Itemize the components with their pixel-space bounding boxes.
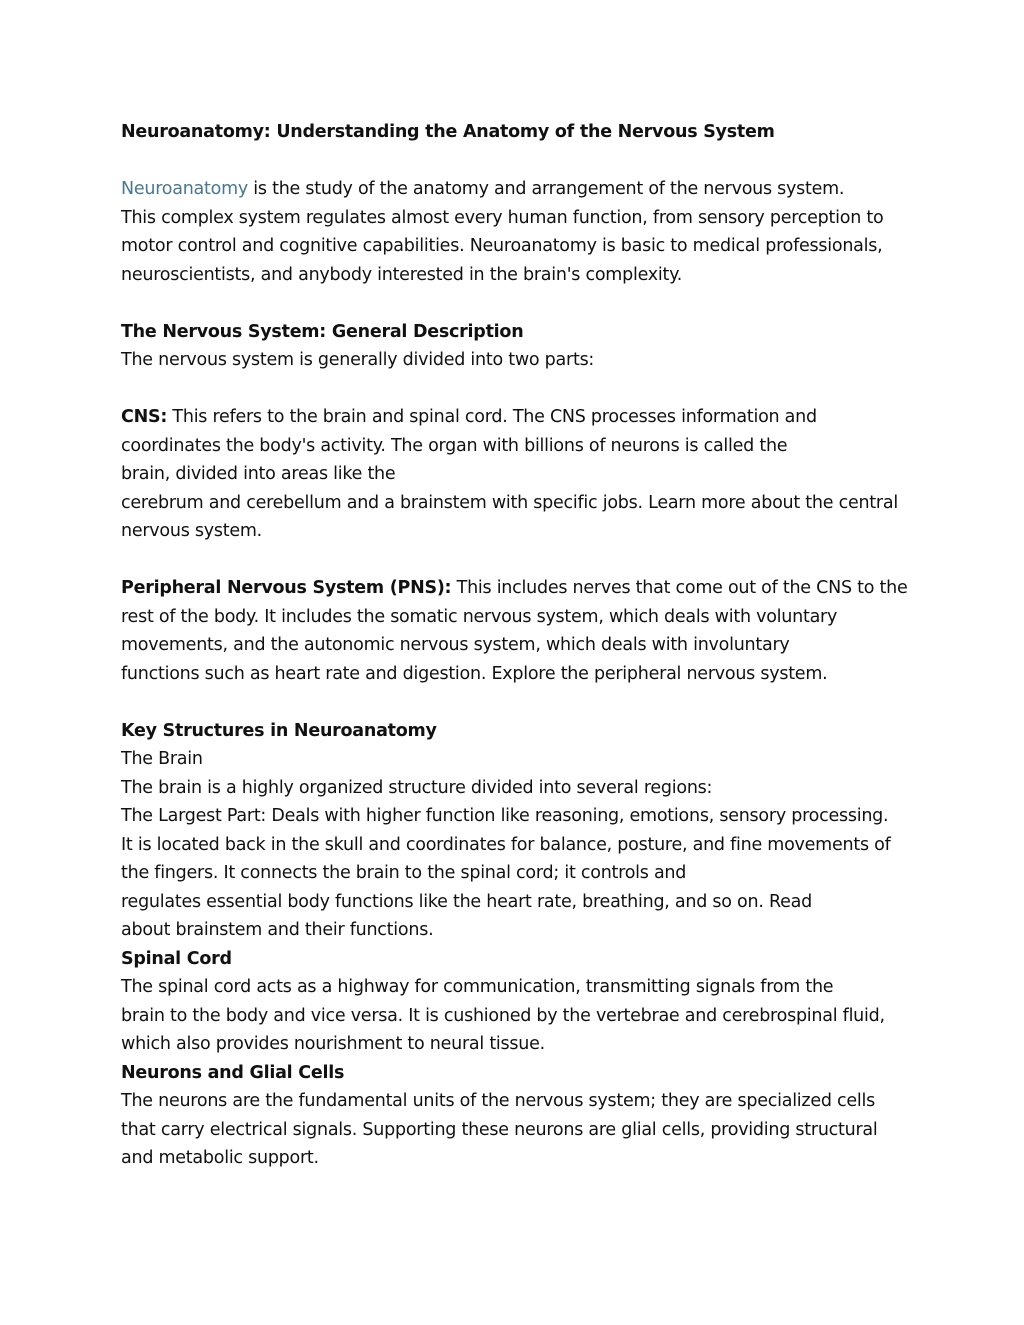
spacer — [121, 546, 921, 575]
pns-label: Peripheral Nervous System (PNS): — [121, 578, 452, 598]
cns-paragraph — [121, 403, 921, 546]
pns-line-3: movements, and the autonomic nervous system, which deals with involuntary — [121, 635, 790, 655]
pns-line-4: functions such as heart rate and digestion. Explore the peripheral nervous system. — [121, 663, 828, 684]
neurons-heading: Neurons and Glial Cells — [121, 1062, 345, 1083]
intro-line-1-text: is the study of the anatomy and arrangement of the nervous system. — [247, 179, 845, 199]
brain-line-5: regulates essential body functions like the heart rate, breathing, and so on. Read — [121, 891, 812, 912]
page-title: Neuroanatomy: Understanding the Anatomy of the Nervous System — [121, 122, 775, 142]
key-structures-heading: Key Structures in Neuroanatomy — [121, 720, 437, 741]
neurons-line-2: that carry electrical signals. Supporting these neurons are glial cells, providing structural — [121, 1119, 878, 1140]
general-section — [121, 318, 921, 375]
brain-label: The Brain — [121, 749, 203, 769]
pns-line-1-text: This includes nerves that come out of the CNS to the — [451, 578, 908, 598]
cns-line-4: cerebrum and cerebellum and a brainstem with specific jobs. Learn more about the central — [121, 492, 898, 513]
intro-line-3: motor control and cognitive capabilities. Neuroanatomy is basic to medical professionals, — [121, 236, 883, 256]
spinal-line-1: The spinal cord acts as a highway for communication, transmitting signals from the — [121, 977, 834, 997]
brain-line-1: The brain is a highly organized structure divided into several regions: — [121, 777, 713, 798]
pns-line-2: rest of the body. It includes the somatic nervous system, which deals with voluntary — [121, 606, 838, 627]
general-line-1: The nervous system is generally divided into two parts: — [121, 350, 595, 370]
spacer — [121, 147, 921, 176]
intro-paragraph — [121, 175, 921, 289]
brain-line-2: The Largest Part: Deals with higher function like reasoning, emotions, sensory processing. — [121, 806, 889, 826]
spinal-line-3: which also provides nourishment to neural tissue. — [121, 1034, 545, 1054]
neuroanatomy-link[interactable]: Neuroanatomy — [121, 179, 248, 199]
spinal-line-2: brain to the body and vice versa. It is cushioned by the vertebrae and cerebrospinal fluid, — [121, 1005, 885, 1026]
cns-line-1 — [121, 403, 921, 432]
document-body — [121, 118, 921, 1173]
pns-line-1 — [121, 574, 921, 603]
cns-line-5: nervous system. — [121, 521, 262, 541]
spacer — [121, 375, 921, 404]
neurons-section — [121, 1059, 921, 1173]
spacer — [121, 688, 921, 717]
cns-line-3: brain, divided into areas like the — [121, 464, 396, 484]
intro-line-4: neuroscientists, and anybody interested in the brain's complexity. — [121, 264, 683, 285]
cns-line-1-text: This refers to the brain and spinal cord. The CNS processes information and — [167, 407, 817, 427]
neurons-line-1: The neurons are the fundamental units of the nervous system; they are specialized cells — [121, 1091, 876, 1111]
spinal-cord-section — [121, 945, 921, 1059]
intro-line-2: This complex system regulates almost every human function, from sensory perception to — [121, 207, 884, 228]
brain-line-3: It is located back in the skull and coordinates for balance, posture, and fine movements of — [121, 834, 891, 855]
cns-label: CNS: — [121, 407, 168, 427]
pns-paragraph — [121, 574, 921, 688]
cns-line-2: coordinates the body's activity. The organ with billions of neurons is called the — [121, 435, 788, 456]
spacer — [121, 289, 921, 318]
spinal-cord-heading: Spinal Cord — [121, 948, 232, 969]
general-heading: The Nervous System: General Description — [121, 321, 524, 342]
brain-line-6: about brainstem and their functions. — [121, 920, 434, 940]
neurons-line-3: and metabolic support. — [121, 1148, 319, 1168]
brain-line-4: the fingers. It connects the brain to the spinal cord; it controls and — [121, 863, 687, 883]
key-structures-section — [121, 717, 921, 945]
intro-line-1 — [121, 175, 921, 204]
